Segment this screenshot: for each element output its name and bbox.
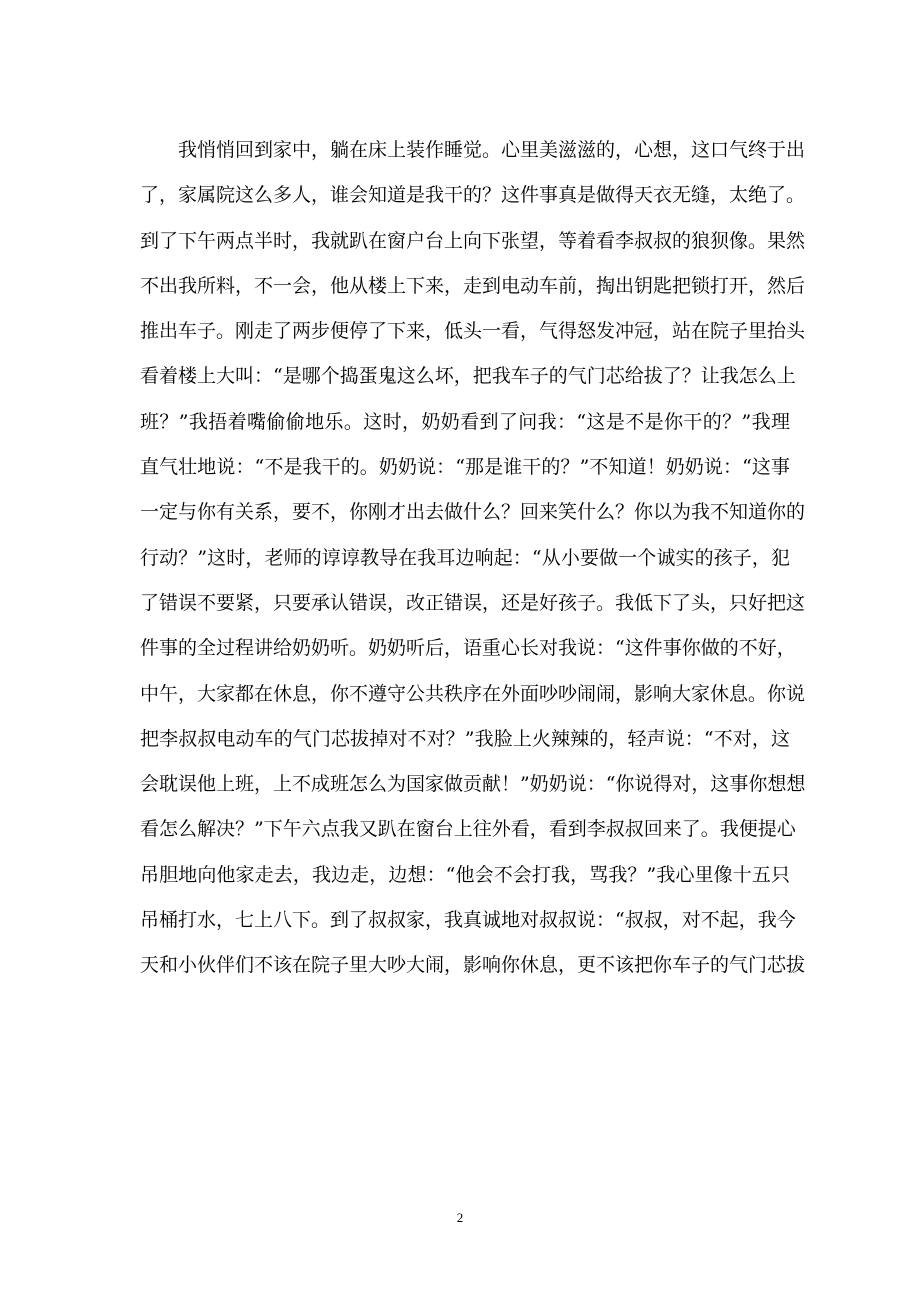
text-line: 推出车子。刚走了两步便停了下来，低头一看，气得怒发冲冠，站在院子里抬头	[140, 320, 806, 343]
text-line: 了错误不要紧，只要承认错误，改正错误，还是好孩子。我低下了头，只好把这	[140, 591, 806, 614]
text-line: 看着楼上大叫：“是哪个捣蛋鬼这么坏，把我车子的气门芯给拔了？让我怎么上	[140, 365, 796, 388]
text-line: 直气壮地说：“不是我干的。奶奶说：“那是谁干的？”不知道！奶奶说：“这事	[140, 456, 790, 479]
text-line: 一定与你有关系，要不，你刚才出去做什么？回来笑什么？你以为我不知道你的	[140, 501, 806, 524]
text-line: 天和小伙伴们不该在院子里大吵大闹，影响你休息，更不该把你车子的气门芯拔	[140, 954, 806, 977]
text-line: 看怎么解决？”下午六点我又趴在窗台上往外看，看到李叔叔回来了。我便提心	[140, 818, 796, 841]
text-line: 中午，大家都在休息，你不遵守公共秩序在外面吵吵闹闹，影响大家休息。你说	[140, 682, 806, 705]
body-text	[140, 128, 806, 989]
text-line: 件事的全过程讲给奶奶听。奶奶听后，语重心长对我说：“这件事你做的不好，	[140, 637, 796, 660]
text-line: 会耽误他上班，上不成班怎么为国家做贡献！”奶奶说：“你说得对，这事你想想	[140, 773, 806, 796]
text-line: 班？”我捂着嘴偷偷地乐。这时，奶奶看到了问我：“这是不是你干的？”我理	[140, 410, 790, 433]
text-line: 吊桶打水，七上八下。到了叔叔家，我真诚地对叔叔说：“叔叔，对不起，我今	[140, 909, 796, 932]
page-number: 2	[456, 1210, 464, 1225]
text-line: 行动？”这时，老师的谆谆教导在我耳边响起：“从小要做一个诚实的孩子，犯	[140, 546, 790, 569]
text-line: 了，家属院这么多人，谁会知道是我干的？这件事真是做得天衣无缝，太绝了。	[140, 184, 806, 207]
text-line: 不出我所料，不一会，他从楼上下来，走到电动车前，掏出钥匙把锁打开，然后	[140, 274, 806, 297]
text-line: 吊胆地向他家走去，我边走，边想：“他会不会打我，骂我？”我心里像十五只	[140, 863, 790, 886]
text-line: 到了下午两点半时，我就趴在窗户台上向下张望，等着看李叔叔的狼狈像。果然	[140, 229, 806, 252]
text-line: 我悄悄回到家中，躺在床上装作睡觉。心里美滋滋的，心想，这口气终于出	[178, 139, 806, 161]
text-line: 把李叔叔电动车的气门芯拔掉对不对？”我脸上火辣辣的，轻声说：“不对，这	[140, 727, 790, 750]
